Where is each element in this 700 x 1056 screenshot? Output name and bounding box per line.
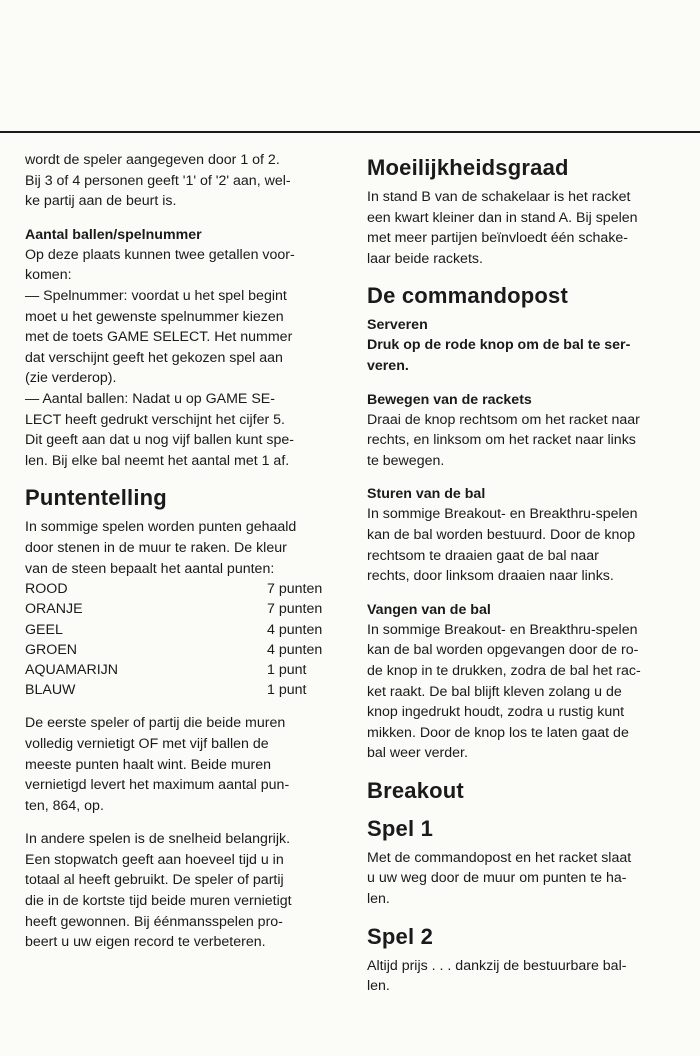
text-line: len.	[367, 978, 390, 995]
text-line: met meer partijen beïnvloedt één schake-	[367, 230, 629, 247]
text-line: kan de bal worden opgevangen door de ro-	[367, 642, 639, 659]
move-rackets-heading: Bewegen van de rackets	[367, 391, 532, 408]
game1-heading: Spel 1	[367, 815, 434, 841]
text-line: komen:	[25, 267, 72, 284]
color-points-table	[25, 579, 331, 700]
command-post-heading: De commandopost	[367, 283, 569, 309]
right-column	[367, 154, 675, 1010]
color-name: GEEL	[25, 621, 63, 638]
text-line: len.	[367, 891, 390, 908]
game2-heading: Spel 2	[367, 923, 434, 949]
steer-ball-paragraph	[367, 504, 675, 586]
serve-paragraph	[367, 335, 675, 376]
color-points: 1 punt	[267, 661, 307, 678]
text-line: mikken. Door de knop los te laten gaat de	[367, 724, 629, 741]
color-name: ROOD	[25, 581, 68, 598]
text-line: meeste punten haalt wint. Beide muren	[25, 756, 272, 773]
text-line: — Spelnummer: voordat u het spel begint	[25, 287, 287, 304]
text-line: Op deze plaats kunnen twee getallen voor-	[25, 246, 295, 263]
scoring-heading: Puntentelling	[25, 485, 167, 511]
text-line: die in de kortste tijd beide muren vernietigt	[25, 893, 292, 910]
color-row	[25, 640, 331, 660]
color-points: 7 punten	[267, 581, 323, 598]
text-line: van de steen bepaalt het aantal punten:	[25, 560, 275, 577]
color-points: 7 punten	[267, 601, 323, 618]
speed-paragraph	[25, 829, 331, 953]
text-line: laar beide rackets.	[367, 250, 483, 267]
text-line: Bij 3 of 4 personen geeft '1' of '2' aan, wel-	[25, 172, 291, 189]
text-line: door stenen in de muur te raken. De kleur	[25, 539, 287, 556]
catch-ball-heading: Vangen van de bal	[367, 601, 491, 618]
game2-paragraph	[367, 956, 675, 997]
text-line: Draai de knop rechtsom om het racket naar	[367, 411, 640, 428]
text-line: rechts, en linksom om het racket naar links	[367, 432, 636, 449]
text-line: ten, 864, op.	[25, 797, 104, 814]
text-line: knop ingedrukt houdt, zodra u rustig kunt	[367, 704, 625, 721]
text-line: In stand B van de schakelaar is het racket	[367, 189, 631, 205]
color-points: 1 punt	[267, 682, 307, 699]
scoring-paragraph	[25, 517, 331, 579]
text-line: De eerste speler of partij die beide muren	[25, 715, 286, 732]
text-line: volledig vernietigt OF met vijf ballen de	[25, 735, 269, 752]
text-line: heeft gewonnen. Bij éénmansspelen pro-	[25, 913, 283, 930]
text-line: In andere spelen is de snelheid belangrijk.	[25, 831, 291, 848]
balls-paragraph	[25, 245, 331, 472]
text-line: te bewegen.	[367, 452, 445, 469]
color-row	[25, 599, 331, 619]
breakout-heading: Breakout	[367, 777, 464, 803]
text-line: de knop in te drukken, zodra de bal het rac-	[367, 662, 641, 679]
text-line: LECT heeft gedrukt verschijnt het cijfer 5.	[25, 411, 285, 428]
difficulty-paragraph	[367, 187, 675, 269]
text-line: rechts, door linksom draaien naar links.	[367, 568, 614, 585]
text-line: Dit geeft aan dat u nog vijf ballen kunt spe-	[25, 432, 294, 449]
text-line: met de toets GAME SELECT. Het nummer	[25, 329, 293, 346]
text-line: veren.	[367, 357, 409, 374]
color-row	[25, 579, 331, 599]
balls-heading: Aantal ballen/spelnummer	[25, 226, 202, 243]
serve-heading: Serveren	[367, 317, 428, 334]
color-points: 4 punten	[267, 641, 323, 658]
text-line: In sommige spelen worden punten gehaald	[25, 519, 297, 536]
text-line: len. Bij elke bal neemt het aantal met 1 af.	[25, 452, 290, 469]
color-row	[25, 680, 331, 700]
catch-ball-paragraph	[367, 620, 675, 764]
game1-paragraph	[367, 848, 675, 910]
winner-paragraph	[25, 713, 331, 816]
text-line: beert u uw eigen record te verbeteren.	[25, 934, 266, 951]
color-row	[25, 660, 331, 680]
text-line: Druk op de rode knop om de bal te ser-	[367, 337, 631, 354]
top-rule	[0, 131, 700, 133]
color-points: 4 punten	[267, 621, 323, 638]
text-line: Met de commandopost en het racket slaat	[367, 849, 632, 866]
intro-paragraph	[25, 150, 331, 212]
text-line: — Aantal ballen: Nadat u op GAME SE-	[25, 390, 275, 407]
left-column	[25, 150, 331, 966]
text-line: (zie verderop).	[25, 370, 117, 387]
text-line: u uw weg door de muur om punten te ha-	[367, 870, 627, 887]
color-name: BLAUW	[25, 682, 76, 699]
text-line: Een stopwatch geeft aan hoeveel tijd u in	[25, 851, 284, 868]
text-line: rechtsom te draaien gaat de bal naar	[367, 547, 599, 564]
text-line: ket raakt. De bal blijft kleven zolang u de	[367, 683, 622, 700]
difficulty-heading: Moeilijkheidsgraad	[367, 155, 569, 180]
text-line: een kwart kleiner dan in stand A. Bij spelen	[367, 209, 638, 226]
color-row	[25, 620, 331, 640]
color-name: AQUAMARIJN	[25, 661, 119, 678]
text-line: In sommige Breakout- en Breakthru-spelen	[367, 506, 638, 523]
text-line: wordt de speler aangegeven door 1 of 2.	[25, 152, 280, 168]
text-line: ke partij aan de beurt is.	[25, 193, 177, 210]
text-line: kan de bal worden bestuurd. Door de knop	[367, 526, 636, 543]
text-line: moet u het gewenste spelnummer kiezen	[25, 308, 284, 325]
color-name: GROEN	[25, 641, 78, 658]
text-line: bal weer verder.	[367, 745, 468, 762]
text-line: Altijd prijs . . . dankzij de bestuurbare bal-	[367, 957, 627, 974]
text-line: In sommige Breakout- en Breakthru-spelen	[367, 621, 638, 638]
text-line: dat verschijnt geeft het gekozen spel aan	[25, 349, 283, 366]
text-line: totaal al heeft gebruikt. De speler of partij	[25, 872, 284, 889]
steer-ball-heading: Sturen van de bal	[367, 486, 486, 503]
color-name: ORANJE	[25, 601, 83, 618]
move-rackets-paragraph	[367, 410, 675, 472]
text-line: vernietigd levert het maximum aantal pun-	[25, 777, 290, 794]
